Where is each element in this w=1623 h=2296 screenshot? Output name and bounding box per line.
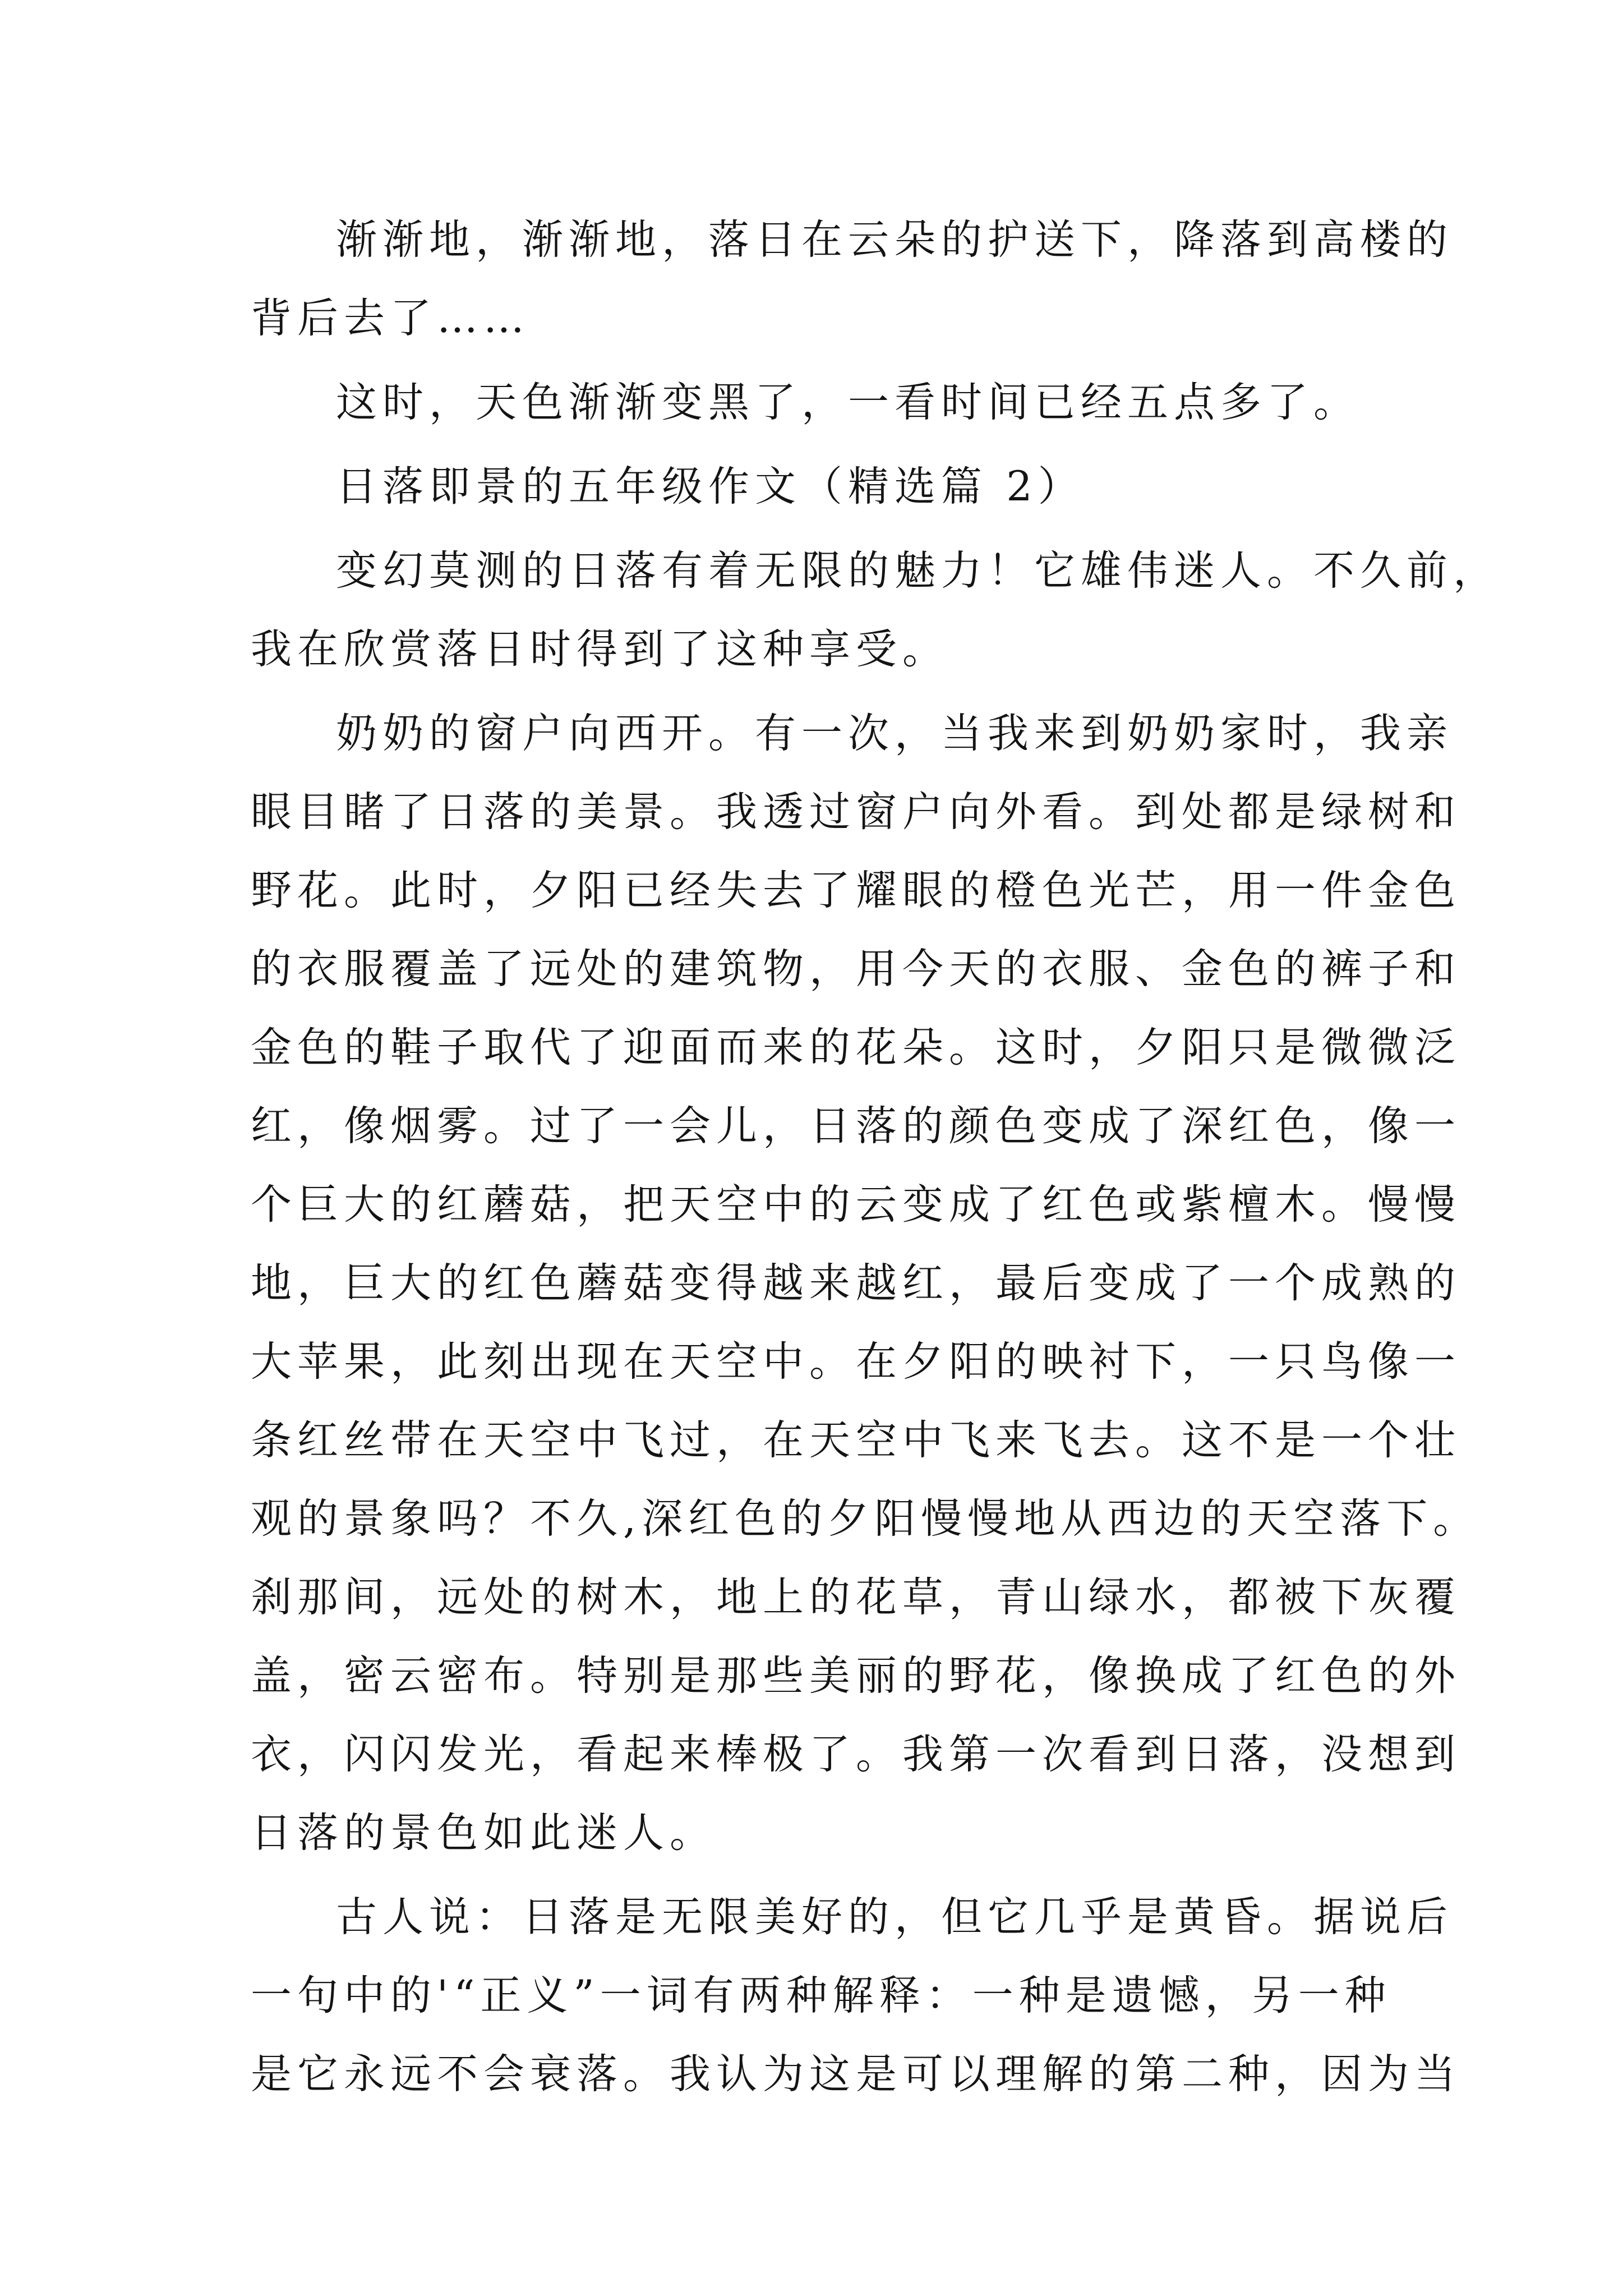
text-line: 条红丝带在天空中飞过，在天空中飞来飞去。这不是一个壮 (251, 1416, 1461, 1464)
text-line: 古人说：日落是无限美好的，但它几乎是黄昏。据说后 (336, 1893, 1453, 1941)
text-line: 眼目睹了日落的美景。我透过窗户向外看。到处都是绿树和 (251, 788, 1461, 836)
text-line: 衣，闪闪发光，看起来棒极了。我第一次看到日落，没想到 (251, 1731, 1461, 1778)
text-line: 大苹果，此刻出现在天空中。在夕阳的映衬下，一只鸟像一 (251, 1338, 1461, 1386)
text-line: 是它永远不会衰落。我认为这是可以理解的第二种，因为当 (251, 2050, 1461, 2098)
text-line: 观的景象吗？不久,深红色的夕阳慢慢地从西边的天空落下。 (251, 1495, 1480, 1543)
text-line: 盖，密云密布。特别是那些美丽的野花，像换成了红色的外 (251, 1652, 1461, 1700)
text-line: 渐渐地，渐渐地，落日在云朵的护送下，降落到高楼的 (336, 216, 1453, 264)
text-line: 野花。此时，夕阳已经失去了耀眼的橙色光芒，用一件金色 (251, 867, 1461, 914)
text-line: 的衣服覆盖了远处的建筑物，用今天的衣服、金色的裤子和 (251, 945, 1461, 993)
text-line: 红，像烟雾。过了一会儿，日落的颜色变成了深红色，像一 (251, 1102, 1461, 1150)
text-line: 一句中的'“正义”一词有两种解释：一种是遗憾，另一种 (251, 1972, 1391, 2019)
text-line: 个巨大的红蘑菇，把天空中的云变成了红色或紫檀木。慢慢 (251, 1181, 1461, 1228)
text-line: 地，巨大的红色蘑菇变得越来越红，最后变成了一个成熟的 (251, 1259, 1461, 1307)
text-line: 日落的景色如此迷人。 (251, 1809, 716, 1857)
text-line: 金色的鞋子取代了迎面而来的花朵。这时，夕阳只是微微泛 (251, 1024, 1461, 1071)
text-line: 奶奶的窗户向西开。有一次，当我来到奶奶家时，我亲 (336, 710, 1453, 757)
text-line: 我在欣赏落日时得到了这种享受。 (251, 625, 949, 673)
section-heading: 日落即景的五年级作文（精选篇 2） (336, 463, 1085, 510)
text-line: 刹那间，远处的树木，地上的花草，青山绿水，都被下灰覆 (251, 1573, 1461, 1621)
text-line: 背后去了…… (251, 295, 530, 342)
text-line: 这时，天色渐渐变黑了，一看时间已经五点多了。 (336, 379, 1360, 426)
text-line: 变幻莫测的日落有着无限的魅力！它雄伟迷人。不久前， (336, 547, 1500, 595)
